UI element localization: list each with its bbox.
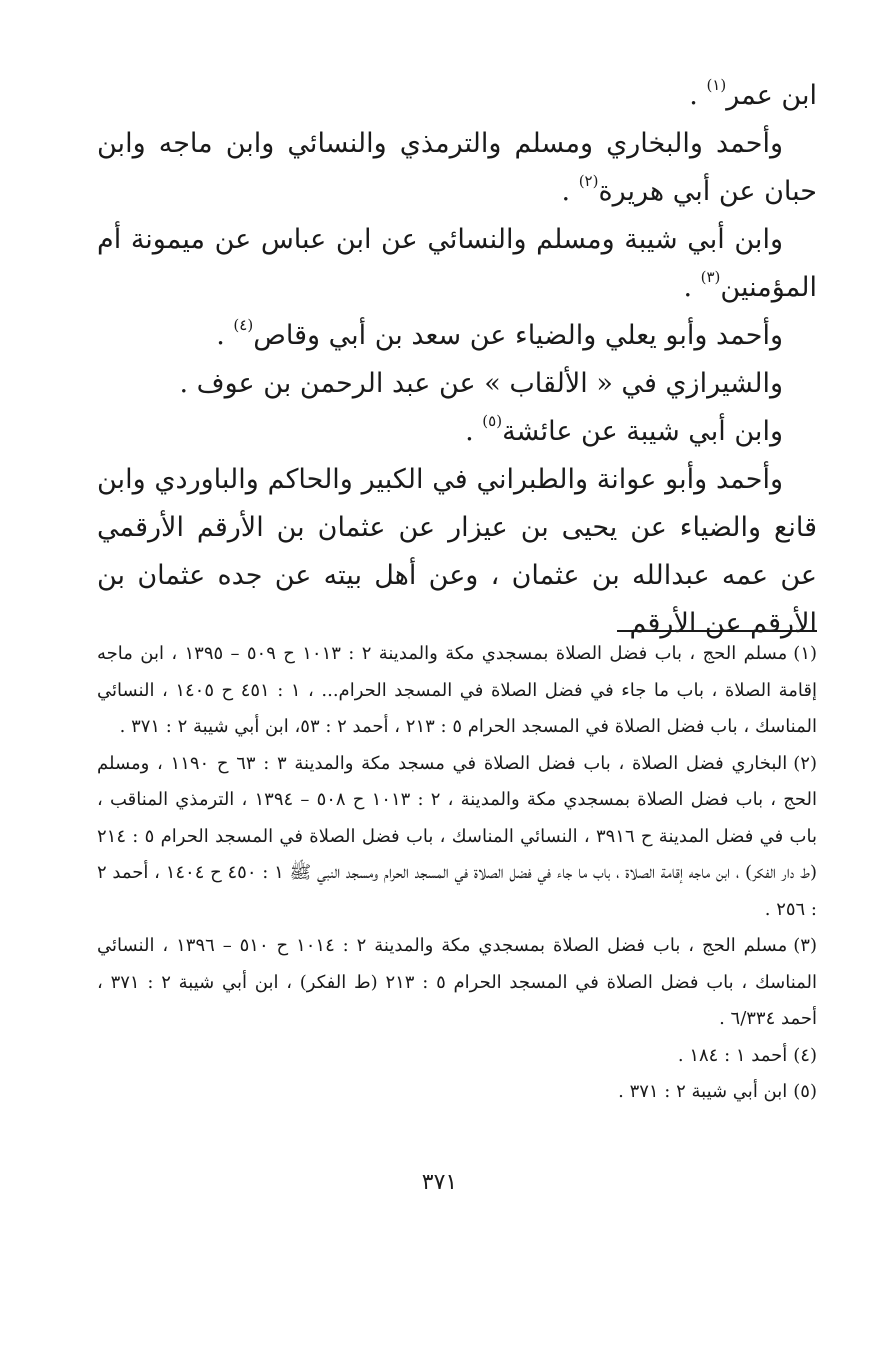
main-paragraph [97,360,817,408]
paragraph-end: . [689,80,707,111]
footnote-divider [617,630,817,632]
footnote-text: مسلم الحج ، باب فضل الصلاة بمسجدي مكة والمدينة ٢ : ١٠١٣ ح ٥٠٩ – ١٣٩٥ ، ابن ماجه إقامة الصلاة ، باب ما جاء في فضل الصلاة في المسجد الحرام... ، ١ : ٤٥١ ح ١٤٠٥ ، النسائي المناسك ، باب فضل الصلاة في المسجد الحرام ٥ : ٢١٣ ، أحمد ٢ : ٥٣، ابن أبي شيبة ٢ : ٣٧١ . [97,643,817,737]
footnote-ref: (٥) [482,412,503,430]
footnote-number: (١) [793,643,818,664]
footnote [97,1074,817,1111]
page-number: ٣٧١ [421,1170,458,1195]
paragraph-text: وابن أبي شيبة عن عائشة [502,416,783,447]
paragraph-text: وأحمد وأبو يعلي والضياء عن سعد بن أبي وقاص [253,320,783,351]
main-paragraph [97,72,817,120]
paragraph-text: وابن أبي شيبة ومسلم والنسائي عن ابن عباس عن ميمونة أم المؤمنين [97,224,817,303]
footnote [97,928,817,1038]
paragraph-end: . [683,272,701,303]
main-paragraph [97,120,817,216]
main-paragraph [97,312,817,360]
footnote-ref: (٤) [233,316,254,334]
footnote [97,1038,817,1075]
footnote-text: مسلم الحج ، باب فضل الصلاة بمسجدي مكة والمدينة ٢ : ١٠١٤ ح ٥١٠ – ١٣٩٦ ، النسائي المناسك ، باب فضل الصلاة في المسجد الحرام ٥ : ٢١٣ (ط الفكر) ، ابن أبي شيبة ٢ : ٣٧١ ، أحمد ٦/٣٣٤ . [97,935,818,1029]
footnotes [97,636,817,1111]
footnote-text: ابن أبي شيبة ٢ : ٣٧١ . [618,1081,788,1102]
footnote-text: البخاري فضل الصلاة ، باب فضل الصلاة في مسجد مكة والمدينة ٣ : ٦٣ ح ١١٩٠ ، ومسلم الحج ، باب فضل الصلاة بمسجدي مكة والمدينة ، ٢ : ١٠١٣ ح ٥٠٨ – ١٣٩٤ ، الترمذي المناقب ، باب في فضل المدينة ح ٣٩١٦ ، النسائي المناسك ، باب فضل الصلاة في المسجد الحرام ٥ : ٢١٤ (ط دار الفكر) ، ابن ماجه إقامة الصلاة ، باب ما جاء في فضل الصلاة في المسجد الحرام ومسجد النبي ﷺ ١ : ٤٥٠ ح ١٤٠٤ ، أحمد ٢ : ٢٥٦ . [97,752,818,920]
footnote-number: (٢) [793,752,817,774]
footnote [97,636,817,746]
footnote-ref: (١) [706,76,727,94]
footnote-number: (٤) [793,1044,817,1066]
footnote [97,746,817,929]
main-paragraph [97,456,817,648]
main-text [97,72,817,648]
paragraph-end: . [561,176,579,207]
paragraph-text: ابن عمر [726,80,817,111]
paragraph-text: وأحمد وأبو عوانة والطبراني في الكبير والحاكم والباوردي وابن قانع والضياء عن يحيى بن عيزار عن عثمان بن الأرقم الأرقمي عن عمه عبدالله بن عثمان ، وعن أهل بيته عن جده عثمان بن الأرقم عن الأرقم [97,464,817,639]
footnote-text: أحمد ١ : ١٨٤ . [677,1044,788,1066]
main-paragraph [97,216,817,312]
paragraph-text: وأحمد والبخاري ومسلم والترمذي والنسائي وابن ماجه وابن حبان عن أبي هريرة [97,128,817,207]
footnote-number: (٥) [793,1081,817,1102]
footnote-number: (٣) [793,935,817,956]
paragraph-end: . [465,416,483,447]
paragraph-text: والشيرازي في « الألقاب » عن عبد الرحمن بن عوف . [179,368,783,399]
footnote-ref: (٢) [578,172,599,190]
main-paragraph [97,408,817,456]
paragraph-end: . [216,320,234,351]
footnote-ref: (٣) [700,268,721,286]
